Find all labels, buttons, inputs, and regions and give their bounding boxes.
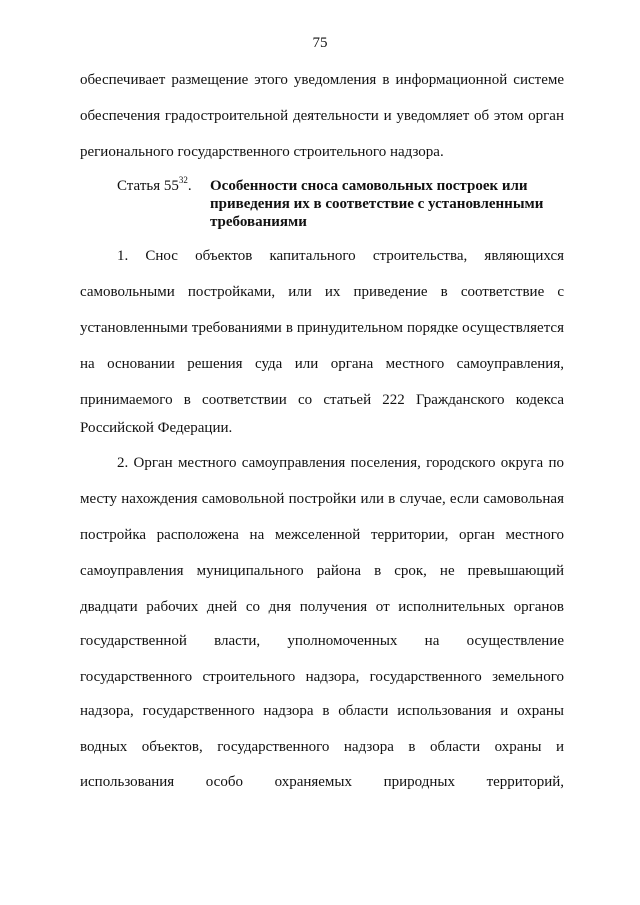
- article-label-prefix: Статья 55: [117, 178, 179, 194]
- page-number: 75: [312, 35, 328, 51]
- paragraph-2-line: 2. Орган местного самоуправления поселения, городского округа по: [117, 455, 564, 471]
- intro-line: регионального государственного строительного надзора.: [80, 144, 444, 160]
- article-number: [117, 177, 192, 195]
- article-heading-line: приведения их в соответствие с установленными: [210, 196, 544, 212]
- paragraph-2-line: самоуправления муниципального района в срок, не превышающий: [80, 563, 564, 579]
- paragraph-1-line: на основании решения суда или органа местного самоуправления,: [80, 356, 564, 372]
- paragraph-1-line: самовольными постройками, или их приведение в соответствие с: [80, 284, 564, 300]
- paragraph-2-line: государственной власти, уполномоченных на осуществление: [80, 633, 564, 649]
- paragraph-1-line: принимаемого в соответствии со статьей 222 Гражданского кодекса: [80, 392, 564, 408]
- paragraph-2-line: водных объектов, государственного надзора в области охраны и: [80, 739, 564, 755]
- intro-line: обеспечивает размещение этого уведомления в информационной системе: [80, 72, 564, 88]
- paragraph-2-line: использования особо охраняемых природных территорий,: [80, 774, 564, 790]
- paragraph-2-line: надзора, государственного надзора в области использования и охраны: [80, 703, 564, 719]
- article-label-suffix: .: [187, 178, 192, 194]
- paragraph-1-line: 1. Снос объектов капитального строительства, являющихся: [117, 248, 564, 264]
- paragraph-2-line: двадцати рабочих дней со дня получения от исполнительных органов: [80, 599, 564, 615]
- paragraph-2-line: постройка расположена на межселенной территории, орган местного: [80, 527, 564, 543]
- article-label-superscript: 32: [178, 175, 188, 185]
- article-heading-line: требованиями: [210, 214, 307, 230]
- paragraph-2-line: государственного строительного надзора, государственного земельного: [80, 669, 564, 685]
- paragraph-1-line: Российской Федерации.: [80, 420, 233, 436]
- article-heading-line: Особенности сноса самовольных построек или: [210, 178, 528, 194]
- paragraph-1-line: установленными требованиями в принудительном порядке осуществляется: [80, 320, 564, 336]
- paragraph-2-line: месту нахождения самовольной постройки или в случае, если самовольная: [80, 491, 564, 507]
- intro-line: обеспечения градостроительной деятельности и уведомляет об этом орган: [80, 108, 564, 124]
